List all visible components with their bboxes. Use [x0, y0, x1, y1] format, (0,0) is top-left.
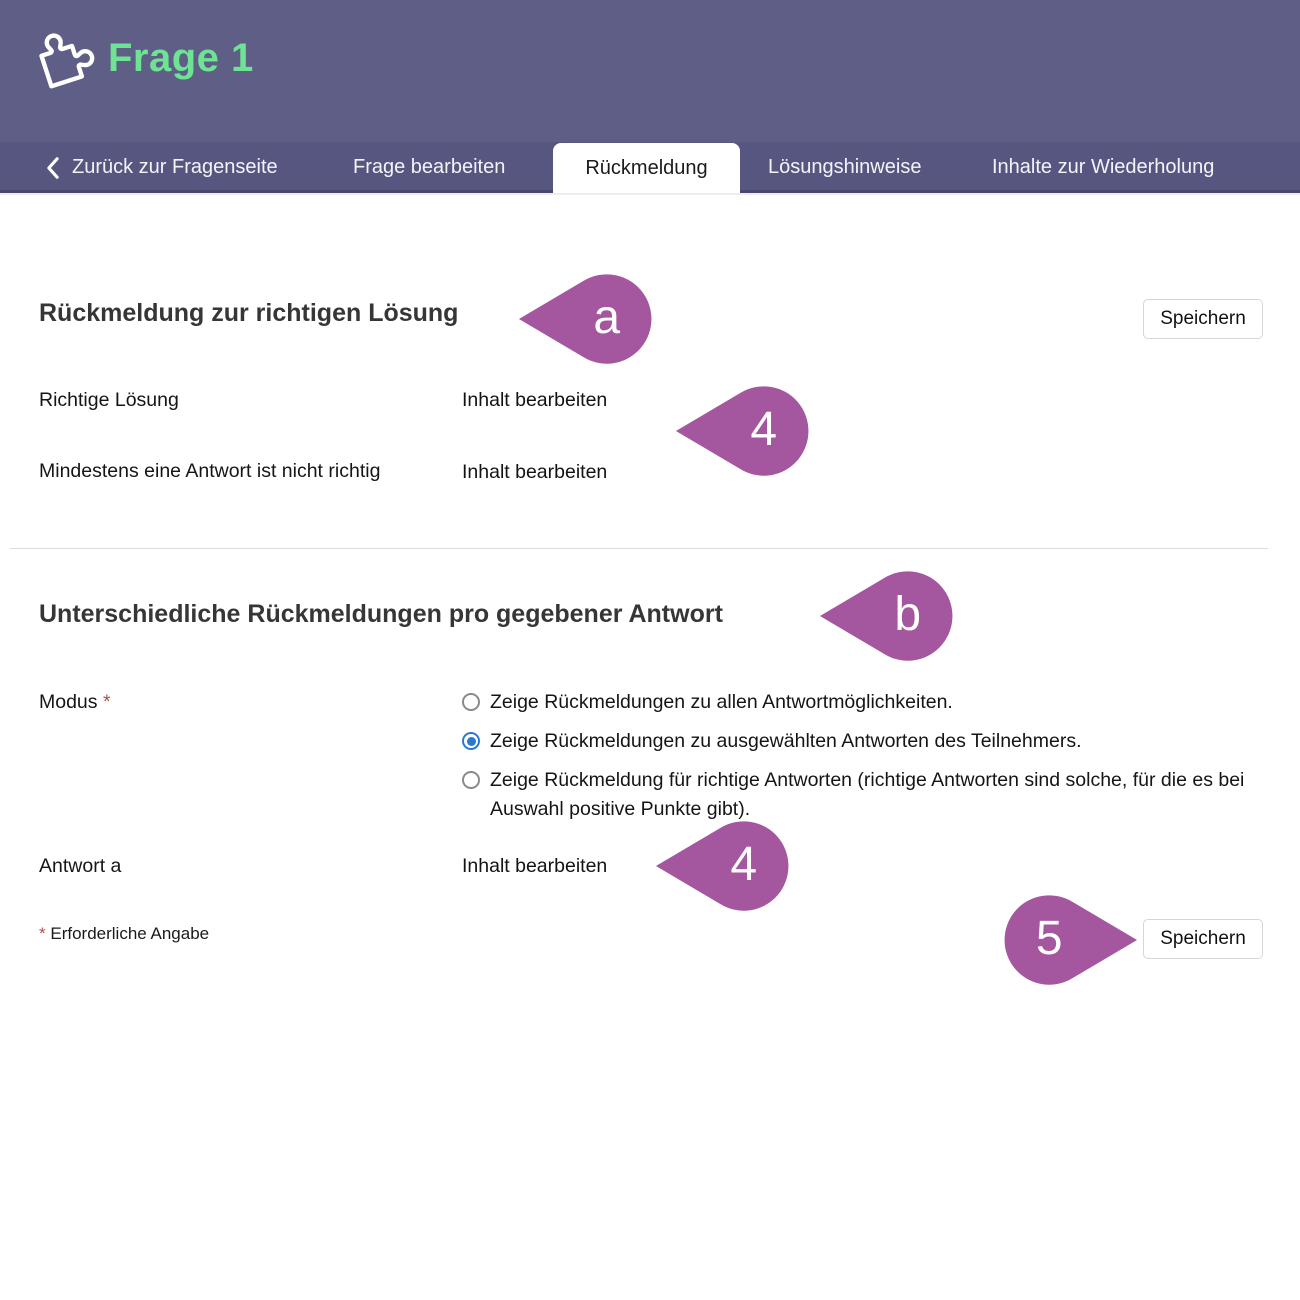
field-label-richtige-loesung: Richtige Lösung — [39, 389, 179, 411]
back-to-question-page-link[interactable] — [45, 142, 278, 193]
radio-button[interactable] — [462, 732, 480, 750]
page-title: Frage 1 — [108, 36, 254, 80]
field-label-antwort-a: Antwort a — [39, 855, 122, 877]
required-field-note — [39, 924, 209, 944]
teardrop-pointer-icon — [654, 819, 790, 914]
annotation-number: 4 — [730, 837, 758, 891]
chevron-left-icon — [45, 157, 60, 179]
annotation-bubble-4-top — [674, 384, 810, 479]
section-divider — [10, 548, 1268, 549]
annotation-bubble-5 — [1003, 893, 1139, 988]
field-label-mindestens-eine-antwort: Mindestens eine Antwort ist nicht richtig — [39, 460, 381, 482]
field-label-modus — [39, 687, 111, 718]
tab-inhalte-zur-wiederholung[interactable] — [992, 142, 1214, 193]
annotation-letter: a — [593, 290, 621, 344]
puzzle-icon — [19, 11, 108, 101]
tab-rueckmeldung-active[interactable] — [553, 143, 740, 193]
tab-loesungshinweise[interactable] — [768, 142, 921, 193]
tab-label: Rückmeldung — [585, 156, 708, 179]
teardrop-pointer-icon — [1003, 893, 1139, 988]
annotation-bubble-4-bottom — [654, 819, 790, 914]
tab-frage-bearbeiten[interactable] — [353, 142, 505, 193]
annotation-bubble-b — [818, 569, 954, 664]
save-button-bottom[interactable]: Speichern — [1143, 919, 1263, 959]
required-asterisk: * — [102, 691, 111, 713]
annotation-number: 5 — [1035, 911, 1063, 965]
required-asterisk: * — [39, 924, 46, 943]
teardrop-pointer-icon — [517, 272, 653, 367]
radio-option-all-answers[interactable] — [462, 688, 1252, 717]
header — [0, 0, 1300, 142]
radio-option-label: Zeige Rückmeldungen zu ausgewählten Antworten des Teilnehmers. — [490, 730, 1082, 752]
annotation-letter: b — [894, 587, 922, 641]
radio-button[interactable] — [462, 693, 480, 711]
required-note-text: Erforderliche Angabe — [50, 924, 210, 943]
tab-label: Lösungshinweise — [768, 156, 922, 178]
radio-option-selected-answers[interactable] — [462, 727, 1252, 756]
section-title-correct-feedback: Rückmeldung zur richtigen Lösung — [39, 299, 459, 327]
modus-radio-group — [462, 688, 1252, 834]
teardrop-pointer-icon — [674, 384, 810, 479]
tab-label: Inhalte zur Wiederholung — [992, 156, 1215, 178]
annotation-bubble-a — [517, 272, 653, 367]
teardrop-pointer-icon — [818, 569, 954, 664]
edit-content-link-incorrect[interactable]: Inhalt bearbeiten — [462, 461, 608, 483]
radio-option-label: Zeige Rückmeldungen zu allen Antwortmöglichkeiten. — [490, 691, 953, 713]
edit-content-link-correct[interactable]: Inhalt bearbeiten — [462, 389, 608, 411]
tab-bar — [0, 142, 1300, 193]
modus-label-text: Modus — [39, 691, 98, 713]
radio-option-correct-answers[interactable] — [462, 766, 1252, 824]
back-link-label: Zurück zur Fragenseite — [72, 156, 278, 178]
edit-content-link-antwort-a[interactable]: Inhalt bearbeiten — [462, 855, 608, 877]
radio-option-label: Zeige Rückmeldung für richtige Antworten (richtige Antworten sind solche, für die es bei Auswahl positive Punkte gibt). — [490, 769, 1245, 820]
tab-label: Frage bearbeiten — [353, 156, 506, 178]
save-button-top[interactable]: Speichern — [1143, 299, 1263, 339]
section-title-per-answer-feedback: Unterschiedliche Rückmeldungen pro gegebener Antwort — [39, 600, 723, 628]
annotation-number: 4 — [750, 402, 778, 456]
radio-button[interactable] — [462, 771, 480, 789]
